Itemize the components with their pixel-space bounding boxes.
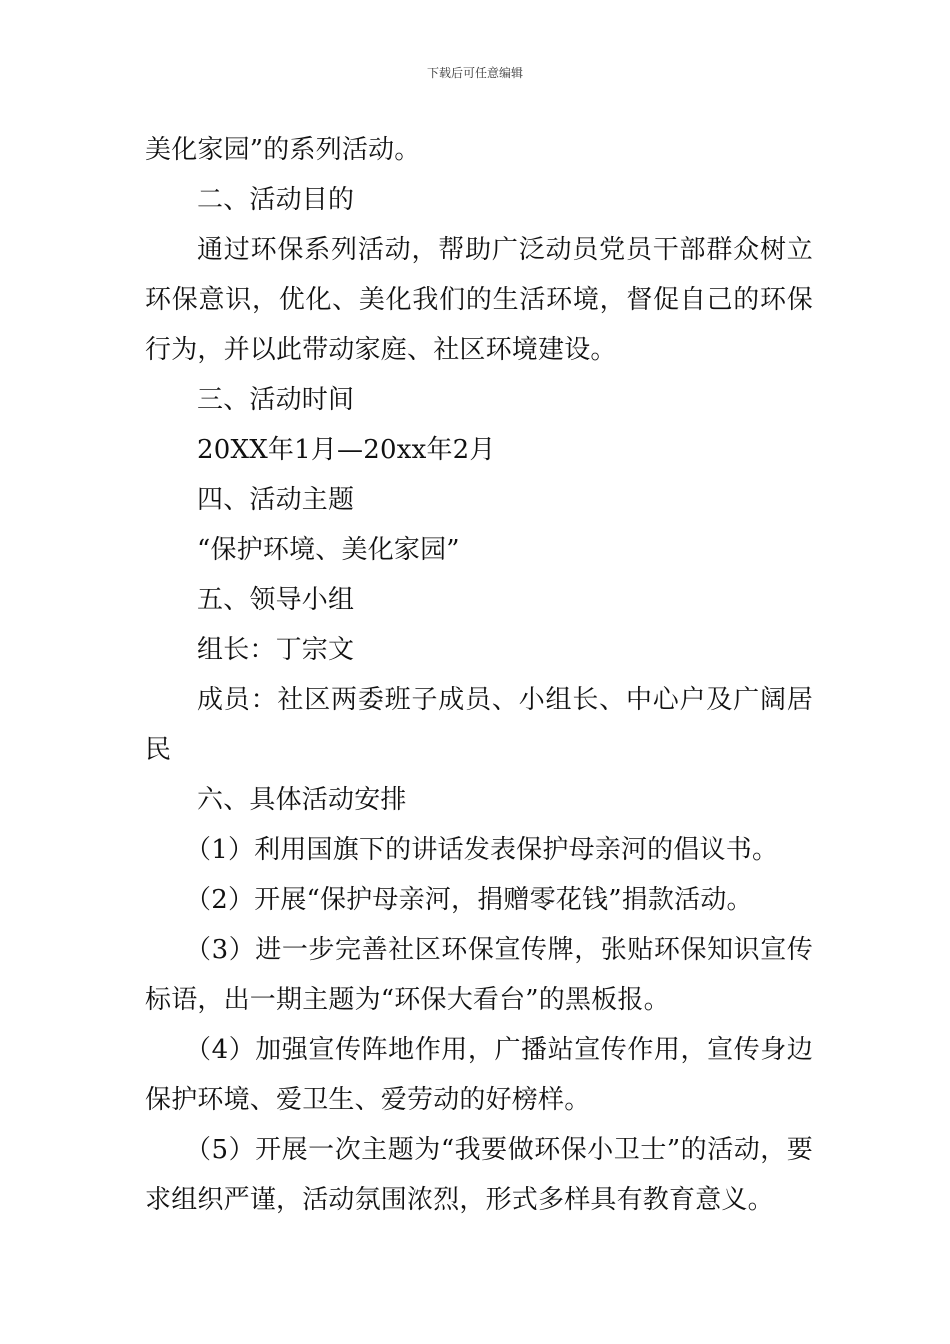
heading-activity-arrangement: 六、具体活动安排 <box>197 785 407 815</box>
list-item-2: （2）开展“保护母亲河，捐赠零花钱”捐款活动。 <box>185 885 753 915</box>
paragraph-intro-tail: 美化家园”的系列活动。 <box>145 135 421 165</box>
paragraph-activity-purpose: 通过环保系列活动，帮助广泛动员党员干部群众树立环保意识，优化、美化我们的生活环境，督促自己的环保行为，并以此带动家庭、社区环境建设。 <box>145 235 813 365</box>
document-body <box>145 125 813 1225</box>
heading-leadership-group: 五、领导小组 <box>197 585 355 615</box>
heading-activity-purpose: 二、活动目的 <box>197 185 355 215</box>
paragraph-activity-theme: “保护环境、美化家园” <box>197 535 460 565</box>
page-header-note: 下载后可任意编辑 <box>426 66 523 80</box>
paragraph-group-leader: 组长：丁宗文 <box>197 635 355 665</box>
paragraph-activity-time: 20XX年1月—20xx年2月 <box>197 435 496 465</box>
paragraph-group-members: 成员：社区两委班子成员、小组长、中心户及广阔居民 <box>145 685 813 765</box>
list-item-5: （5）开展一次主题为“我要做环保小卫士”的活动，要求组织严谨，活动氛围浓烈，形式多样具有教育意义。 <box>145 1135 813 1215</box>
heading-activity-theme: 四、活动主题 <box>197 485 355 515</box>
heading-activity-time: 三、活动时间 <box>197 385 355 415</box>
list-item-1: （1）利用国旗下的讲话发表保护母亲河的倡议书。 <box>185 835 779 865</box>
list-item-4: （4）加强宣传阵地作用，广播站宣传作用，宣传身边保护环境、爱卫生、爱劳动的好榜样。 <box>145 1035 813 1115</box>
list-item-3: （3）进一步完善社区环保宣传牌，张贴环保知识宣传标语，出一期主题为“环保大看台”的黑板报。 <box>145 935 813 1015</box>
